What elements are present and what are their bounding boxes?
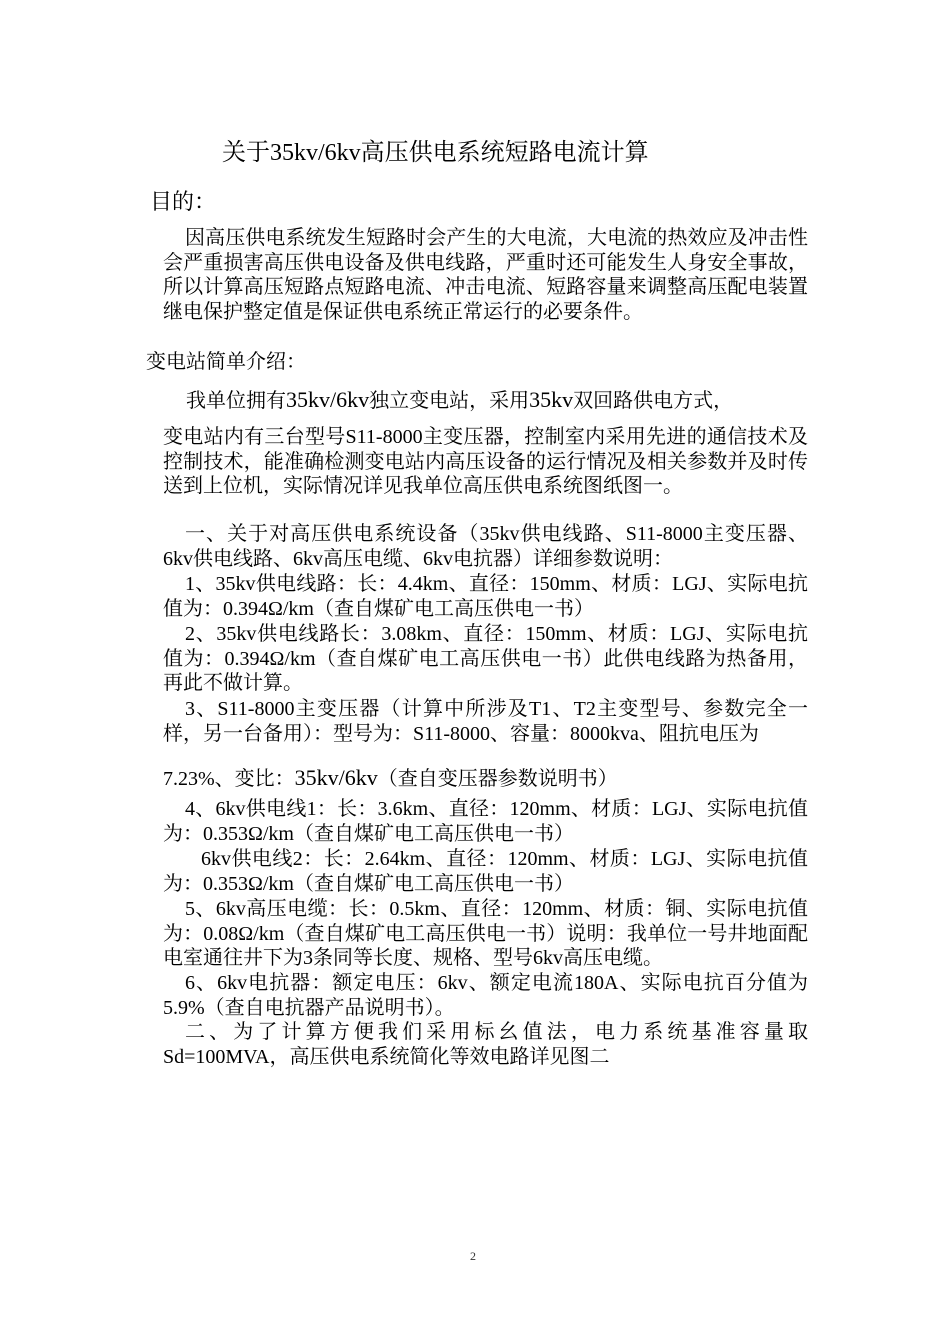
intro-text-part: 双回路供电方式，	[573, 390, 734, 412]
item-6kv-line-2: 6kv供电线2：长：2.64km、直径：120mm、材质：LGJ、实际电抗值为：0.353Ω/km（查自煤矿电工高压供电一书）	[163, 848, 808, 895]
item-6kv-reactor: 6、6kv电抗器：额定电压：6kv、额定电流180A、实际电抗百分值为5.9%（查自电抗器产品说明书）。	[163, 972, 808, 1019]
item-6kv-cable: 5、6kv高压电缆：长：0.5km、直径：120mm、材质：铜、实际电抗值为：0.08Ω/km（查自煤矿电工高压供电一书）说明：我单位一号井地面配电室通往井下为3条同等长度、规格、型号6kv高压电缆。	[163, 898, 808, 969]
item-6kv-line-1: 4、6kv供电线1：长：3.6km、直径：120mm、材质：LGJ、实际电抗值为：0.353Ω/km（查自煤矿电工高压供电一书）	[163, 798, 808, 845]
intro-heading: 变电站简单介绍：	[146, 351, 306, 373]
item-main-transformer: 3、S11-8000主变压器（计算中所涉及T1、T2主变型号、参数完全一样，另一台备用）：型号为：S11-8000、容量：8000kva、阻抗电压为	[163, 698, 808, 745]
ratio-text-part: 7.23%、变比：	[163, 768, 295, 790]
item-35kv-line-1: 1、35kv供电线路：长：4.4km、直径：150mm、材质：LGJ、实际电抗值为：0.394Ω/km（查自煤矿电工高压供电一书）	[163, 573, 808, 620]
purpose-paragraph: 因高压供电系统发生短路时会产生的大电流，大电流的热效应及冲击性会严重损害高压供电设备及供电线路，严重时还可能发生人身安全事故，所以计算高压短路点短路电流、冲击电流、短路容量来调整高压配电装置继电保护整定值是保证供电系统正常运行的必要条件。	[163, 227, 808, 323]
section-one-heading: 一、关于对高压供电系统设备（35kv供电线路、S11-8000主变压器、6kv供电线路、6kv高压电缆、6kv电抗器）详细参数说明：	[163, 523, 808, 570]
intro-voltage: 35kv/6kv	[286, 387, 370, 412]
item-35kv-line-2: 2、35kv供电线路长：3.08km、直径：150mm、材质：LGJ、实际电抗值为：0.394Ω/km（查自煤矿电工高压供电一书）此供电线路为热备用，再此不做计算。	[163, 623, 808, 694]
page-number: 2	[470, 1249, 476, 1263]
document-title: 关于35kv/6kv高压供电系统短路电流计算	[222, 140, 649, 166]
intro-text-part: 我单位拥有	[186, 390, 286, 412]
intro-text-part: 独立变电站，采用	[369, 390, 530, 412]
transformer-ratio-line	[163, 762, 618, 791]
intro-first-line	[186, 384, 733, 413]
intro-supply-voltage: 35kv	[529, 387, 574, 412]
purpose-heading: 目的：	[150, 189, 217, 214]
intro-paragraph: 变电站内有三台型号S11-8000主变压器，控制室内采用先进的通信技术及控制技术，能准确检测变电站内高压设备的运行情况及相关参数并及时传送到上位机，实际情况详见我单位高压供电系统图纸图一。	[163, 426, 808, 497]
ratio-value: 35kv/6kv	[294, 765, 378, 790]
section-two-paragraph: 二、为了计算方便我们采用标幺值法，电力系统基准容量取Sd=100MVA，高压供电系统简化等效电路详见图二	[163, 1021, 808, 1068]
ratio-text-part: （查自变压器参数说明书）	[377, 768, 618, 790]
